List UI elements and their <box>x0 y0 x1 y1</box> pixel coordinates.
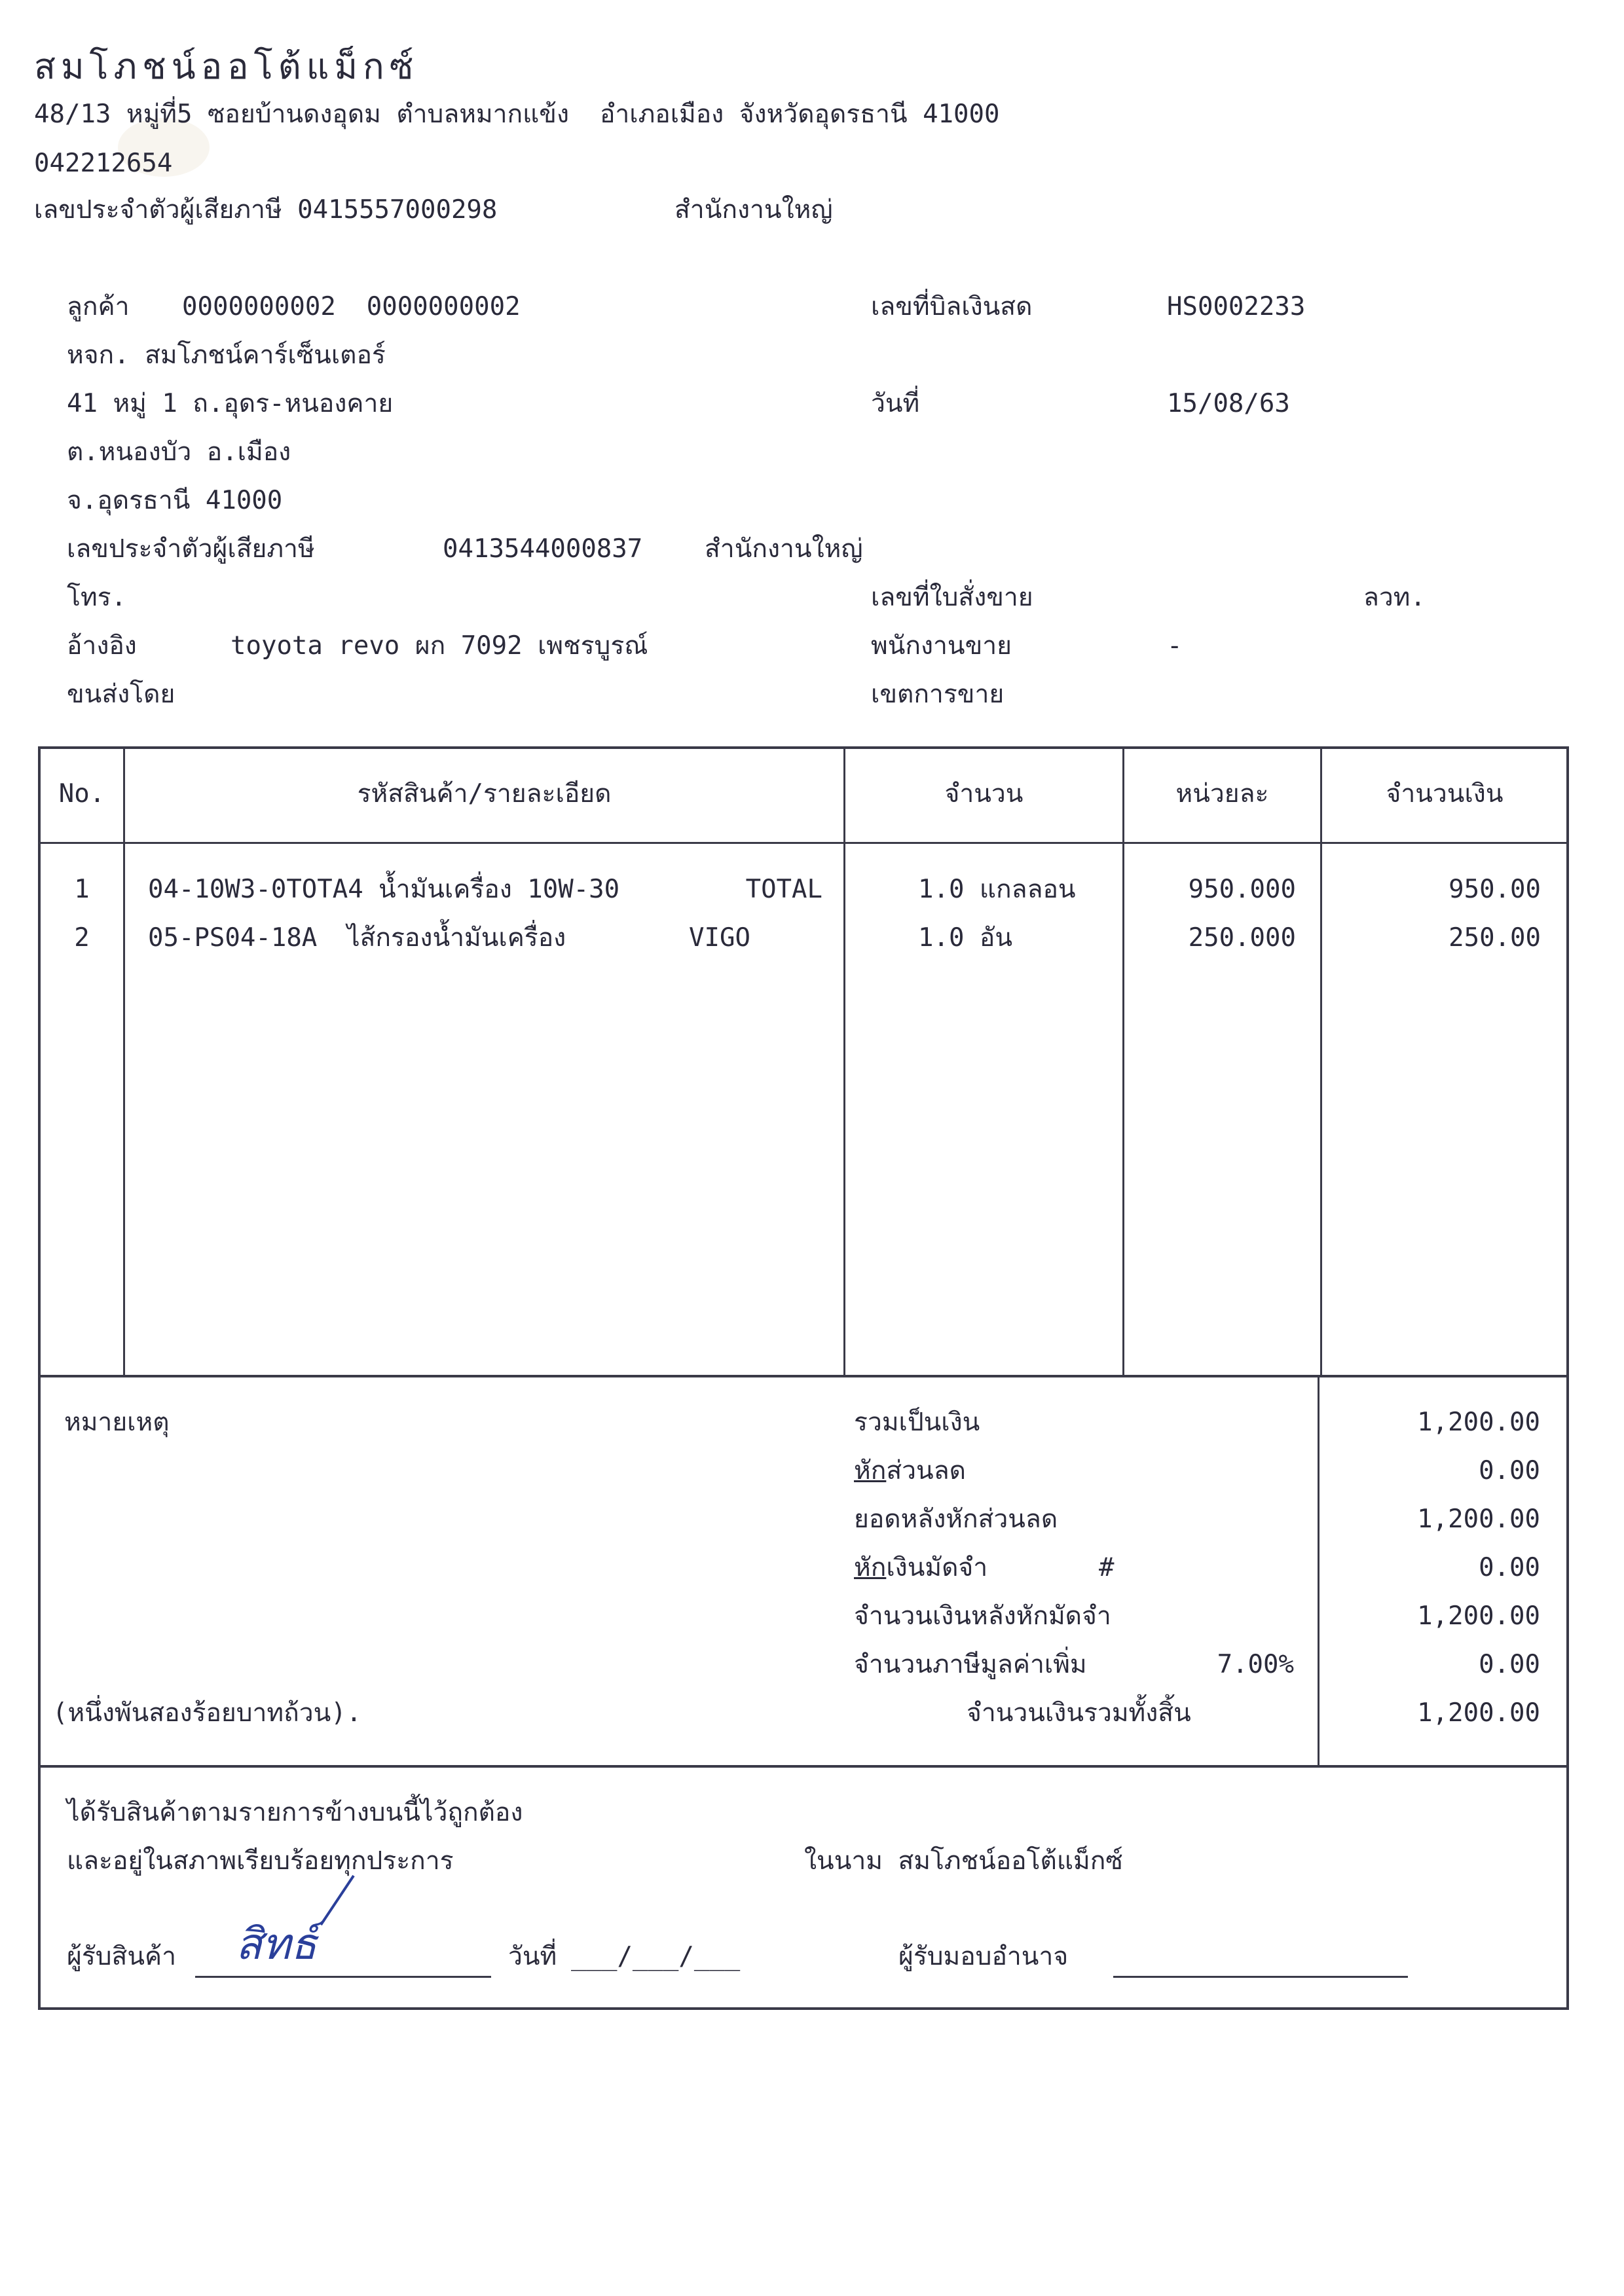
receiver-label: ผู้รับสินค้า <box>67 1942 177 1971</box>
row-1-description: น้ำมันเครื่อง 10W-30 <box>378 875 620 904</box>
sales-order-suffix: ลวท. <box>1363 583 1426 612</box>
row-2-amount: 250.00 <box>1449 923 1541 953</box>
customer-tax-label: เลขประจำตัวผู้เสียภาษี <box>67 534 315 564</box>
discount-text: ส่วนลด <box>886 1456 966 1485</box>
customer-address-2: ต.หนองบัว อ.เมือง <box>67 437 291 467</box>
row-1-unit-price: 950.000 <box>1188 875 1296 904</box>
items-table <box>38 746 1569 1377</box>
sales-order-label: เลขที่ใบสั่งขาย <box>871 583 1033 612</box>
row-2-no: 2 <box>74 923 90 953</box>
row-2-description: ไส้กรองน้ำมันเครื่อง <box>347 923 566 953</box>
customer-label: ลูกค้า <box>67 292 130 321</box>
grand-total-label: จำนวนเงินรวมทั้งสิ้น <box>967 1698 1191 1728</box>
row-2-unit-price: 250.000 <box>1188 923 1296 953</box>
row-2-brand: VIGO <box>689 923 750 953</box>
deposit-text: เงินมัดจำ <box>886 1553 988 1582</box>
deposit-value: 0.00 <box>1479 1553 1540 1582</box>
row-1-brand: TOTAL <box>745 875 822 904</box>
after-deposit-value: 1,200.00 <box>1417 1601 1540 1631</box>
row-1-amount: 950.00 <box>1449 875 1541 904</box>
header-quantity: จำนวน <box>944 779 1024 809</box>
customer-ref-label: อ้างอิง <box>67 631 137 661</box>
customer-address-1: 41 หมู่ 1 ถ.อุดร-หนองคาย <box>67 389 394 418</box>
company-name: สมโภชน์ออโต้แม็กซ์ <box>34 46 419 87</box>
invoice-number: HS0002233 <box>1167 292 1306 321</box>
deposit-prefix: หัก <box>854 1553 887 1582</box>
received-statement-2: และอยู่ในสภาพเรียบร้อยทุกประการ <box>67 1846 454 1876</box>
invoice-date-label: วันที่ <box>871 389 920 418</box>
header-description: รหัสสินค้า/รายละเอียด <box>357 779 612 809</box>
col-divider-4 <box>1320 746 1322 1377</box>
company-phone: 042212654 <box>34 149 173 178</box>
after-discount-label: ยอดหลังหักส่วนลด <box>854 1504 1058 1534</box>
after-deposit-label: จำนวนเงินหลังหักมัดจำ <box>854 1601 1111 1631</box>
discount-value: 0.00 <box>1479 1456 1540 1485</box>
customer-ref-value: toyota revo ผก 7092 เพชรบูรณ์ <box>231 631 648 661</box>
receiver-signature-line <box>195 1976 491 1978</box>
col-divider-1 <box>123 746 125 1377</box>
header-amount: จำนวนเงิน <box>1386 779 1504 809</box>
subtotal-value: 1,200.00 <box>1417 1408 1540 1437</box>
header-unit-price: หน่วยละ <box>1175 779 1269 809</box>
company-address: 48/13 หมู่ที่5 ซอยบ้านดงอุดม ตำบลหมากแข้ง อำเภอเมือง จังหวัดอุดรธานี 41000 <box>34 100 1000 129</box>
row-2-quantity: 1.0 อัน <box>918 923 1013 953</box>
row-1-no: 1 <box>74 875 90 904</box>
signature-stroke <box>308 1872 360 1931</box>
signature: สิทธ์ <box>236 1919 318 1969</box>
table-header-divider <box>38 842 1569 844</box>
customer-address-3: จ.อุดรธานี 41000 <box>67 486 283 515</box>
col-divider-2 <box>843 746 845 1377</box>
receive-date-blank: ___/___/___ <box>571 1942 741 1971</box>
salesperson-value: - <box>1167 631 1183 661</box>
grand-total-value: 1,200.00 <box>1417 1698 1540 1728</box>
col-divider-3 <box>1122 746 1124 1377</box>
received-statement-1: ได้รับสินค้าตามรายการข้างบนนี้ไว้ถูกต้อง <box>67 1798 523 1827</box>
sales-area-label: เขตการขาย <box>871 680 1005 709</box>
customer-branch: สำนักงานใหญ่ <box>705 534 863 564</box>
amount-in-words: (หนึ่งพันสองร้อยบาทถ้วน). <box>52 1698 362 1728</box>
deposit-label <box>854 1553 987 1583</box>
vat-label: จำนวนภาษีมูลค่าเพิ่ม <box>854 1650 1087 1679</box>
authorized-label: ผู้รับมอบอำนาจ <box>898 1942 1069 1971</box>
discount-label <box>854 1456 966 1486</box>
receive-date-label: วันที่ <box>508 1942 557 1971</box>
row-1-code: 04-10W3-0TOTA4 <box>148 875 363 904</box>
vat-rate: 7.00% <box>1217 1650 1294 1679</box>
customer-phone-label: โทร. <box>67 583 127 612</box>
company-tax-id: เลขประจำตัวผู้เสียภาษี 0415557000298 <box>34 195 498 225</box>
row-1-quantity: 1.0 แกลลอน <box>918 875 1076 904</box>
on-behalf-of: ในนาม สมโภชน์ออโต้แม็กซ์ <box>804 1846 1123 1876</box>
subtotal-label: รวมเป็นเงิน <box>854 1408 980 1437</box>
shipping-label: ขนส่งโดย <box>67 680 175 709</box>
row-2-code: 05-PS04-18A <box>148 923 318 953</box>
customer-name: หจก. สมโภชน์คาร์เซ็นเตอร์ <box>67 340 386 370</box>
remark-label: หมายเหตุ <box>64 1408 170 1437</box>
invoice-number-label: เลขที่บิลเงินสด <box>871 292 1033 321</box>
deposit-hash: # <box>1099 1553 1115 1582</box>
after-discount-value: 1,200.00 <box>1417 1504 1540 1534</box>
discount-prefix: หัก <box>854 1456 887 1485</box>
company-branch: สำนักงานใหญ่ <box>674 195 833 225</box>
customer-tax-id: 0413544000837 <box>443 534 643 564</box>
header-no: No. <box>58 779 105 809</box>
vat-value: 0.00 <box>1479 1650 1540 1679</box>
invoice-date: 15/08/63 <box>1167 389 1290 418</box>
summary-divider <box>1318 1375 1320 1768</box>
customer-code: 0000000002 0000000002 <box>182 292 521 321</box>
salesperson-label: พนักงานขาย <box>871 631 1012 661</box>
authorized-signature-line <box>1113 1976 1408 1978</box>
